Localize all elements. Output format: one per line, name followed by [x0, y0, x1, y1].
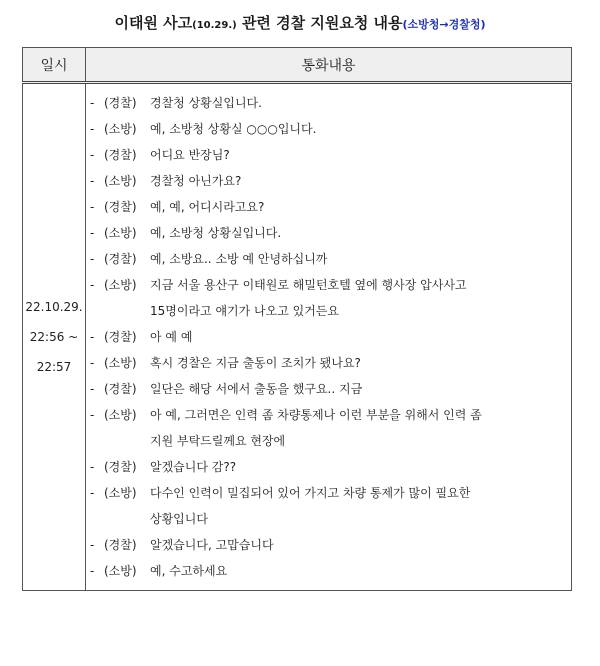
utterance-text: 혹시 경찰은 지금 출동이 조치가 됐나요?: [150, 356, 361, 370]
utterance-text: 예, 소방청 상황실입니다.: [150, 226, 282, 240]
utterance-text: 어디요 반장님?: [150, 148, 230, 162]
line-bullet: -: [90, 148, 95, 162]
line-bullet: -: [90, 330, 95, 344]
transcript-line: [90, 194, 565, 220]
line-bullet: -: [90, 382, 95, 396]
datetime-end: 22:57: [36, 360, 72, 374]
utterance-text: 아 예, 그러면은 인력 좀 차량통제나 이런 부분을 위해서 인력 좀: [150, 408, 482, 422]
speaker-label: (소방): [104, 356, 137, 370]
utterance-text: 일단은 해당 서에서 출동을 했구요.. 지금: [150, 382, 363, 396]
call-content-cell: [86, 83, 572, 591]
line-bullet: -: [90, 564, 95, 578]
utterance-text: 아 예 예: [150, 330, 193, 344]
speaker-label: (경찰): [104, 148, 137, 162]
utterance-text: 예, 예, 어디시라고요?: [150, 200, 265, 214]
utterance-text: 예, 소방요.. 소방 예 안녕하십니까: [150, 252, 328, 266]
transcript-line: [90, 246, 565, 272]
title-rest: 관련 경찰 지원요청 내용: [236, 14, 403, 32]
header-row: [23, 48, 572, 83]
speaker-label: (경찰): [104, 460, 137, 474]
title-main: 이태원 사고: [114, 14, 193, 32]
utterance-text: 다수인 인력이 밀집되어 있어 가지고 차량 통제가 많이 필요한: [150, 486, 471, 500]
transcript-line-continuation: [90, 428, 565, 454]
transcript-line: [90, 532, 565, 558]
utterance-text: 예, 수고하세요: [150, 564, 228, 578]
datetime-cell: [23, 83, 86, 591]
utterance-text: 경찰청 상황실입니다.: [150, 96, 262, 110]
title-date-tag: (10.29.): [192, 20, 237, 31]
table-row: [23, 83, 572, 591]
speaker-label: (소방): [104, 486, 137, 500]
transcript-line: [90, 558, 565, 584]
transcript-line: [90, 324, 565, 350]
line-bullet: -: [90, 226, 95, 240]
transcript-line: [90, 142, 565, 168]
header-call-content: 통화내용: [86, 48, 572, 83]
utterance-text: 지원 부탁드릴께요 현장에: [150, 434, 286, 448]
speaker-label: (경찰): [104, 96, 137, 110]
transcript-line: [90, 350, 565, 376]
speaker-label: (소방): [104, 122, 137, 136]
transcript-line-continuation: [90, 506, 565, 532]
line-bullet: -: [90, 96, 95, 110]
line-bullet: -: [90, 538, 95, 552]
speaker-label: (소방): [104, 226, 137, 240]
line-bullet: -: [90, 356, 95, 370]
speaker-label: (소방): [104, 278, 137, 292]
transcript-line: [90, 480, 565, 506]
line-bullet: -: [90, 200, 95, 214]
transcript-line: [90, 272, 565, 298]
speaker-label: (경찰): [104, 200, 137, 214]
datetime-date: 22.10.29.: [25, 300, 83, 314]
line-bullet: -: [90, 408, 95, 422]
speaker-label: (경찰): [104, 382, 137, 396]
utterance-text: 예, 소방청 상황실 ○○○입니다.: [150, 122, 317, 136]
transcript-line: [90, 116, 565, 142]
transcript-line: [90, 90, 565, 116]
speaker-label: (소방): [104, 564, 137, 578]
utterance-text: 알겠습니다 감??: [150, 460, 237, 474]
transcript-line: [90, 454, 565, 480]
utterance-text: 15명이라고 얘기가 나오고 있거든요: [150, 304, 340, 318]
speaker-label: (경찰): [104, 252, 137, 266]
speaker-label: (경찰): [104, 538, 137, 552]
line-bullet: -: [90, 252, 95, 266]
document-title: [0, 12, 600, 33]
speaker-label: (소방): [104, 408, 137, 422]
datetime-start: 22:56 ~: [29, 330, 79, 344]
title-direction: (소방청→경찰청): [402, 18, 486, 31]
line-bullet: -: [90, 174, 95, 188]
transcript-line: [90, 376, 565, 402]
speaker-label: (경찰): [104, 330, 137, 344]
utterance-text: 지금 서울 용산구 이태원로 해밀턴호텔 옆에 행사장 압사사고: [150, 278, 467, 292]
transcript-line: [90, 220, 565, 246]
utterance-text: 경찰청 아닌가요?: [150, 174, 242, 188]
call-log-table: [22, 47, 572, 591]
header-datetime: 일시: [23, 48, 86, 83]
line-bullet: -: [90, 486, 95, 500]
line-bullet: -: [90, 460, 95, 474]
transcript-line: [90, 402, 565, 428]
transcript-line-continuation: [90, 298, 565, 324]
utterance-text: 상황입니다: [150, 512, 208, 526]
utterance-text: 알겠습니다, 고맙습니다: [150, 538, 274, 552]
line-bullet: -: [90, 278, 95, 292]
line-bullet: -: [90, 122, 95, 136]
speaker-label: (소방): [104, 174, 137, 188]
transcript-line: [90, 168, 565, 194]
